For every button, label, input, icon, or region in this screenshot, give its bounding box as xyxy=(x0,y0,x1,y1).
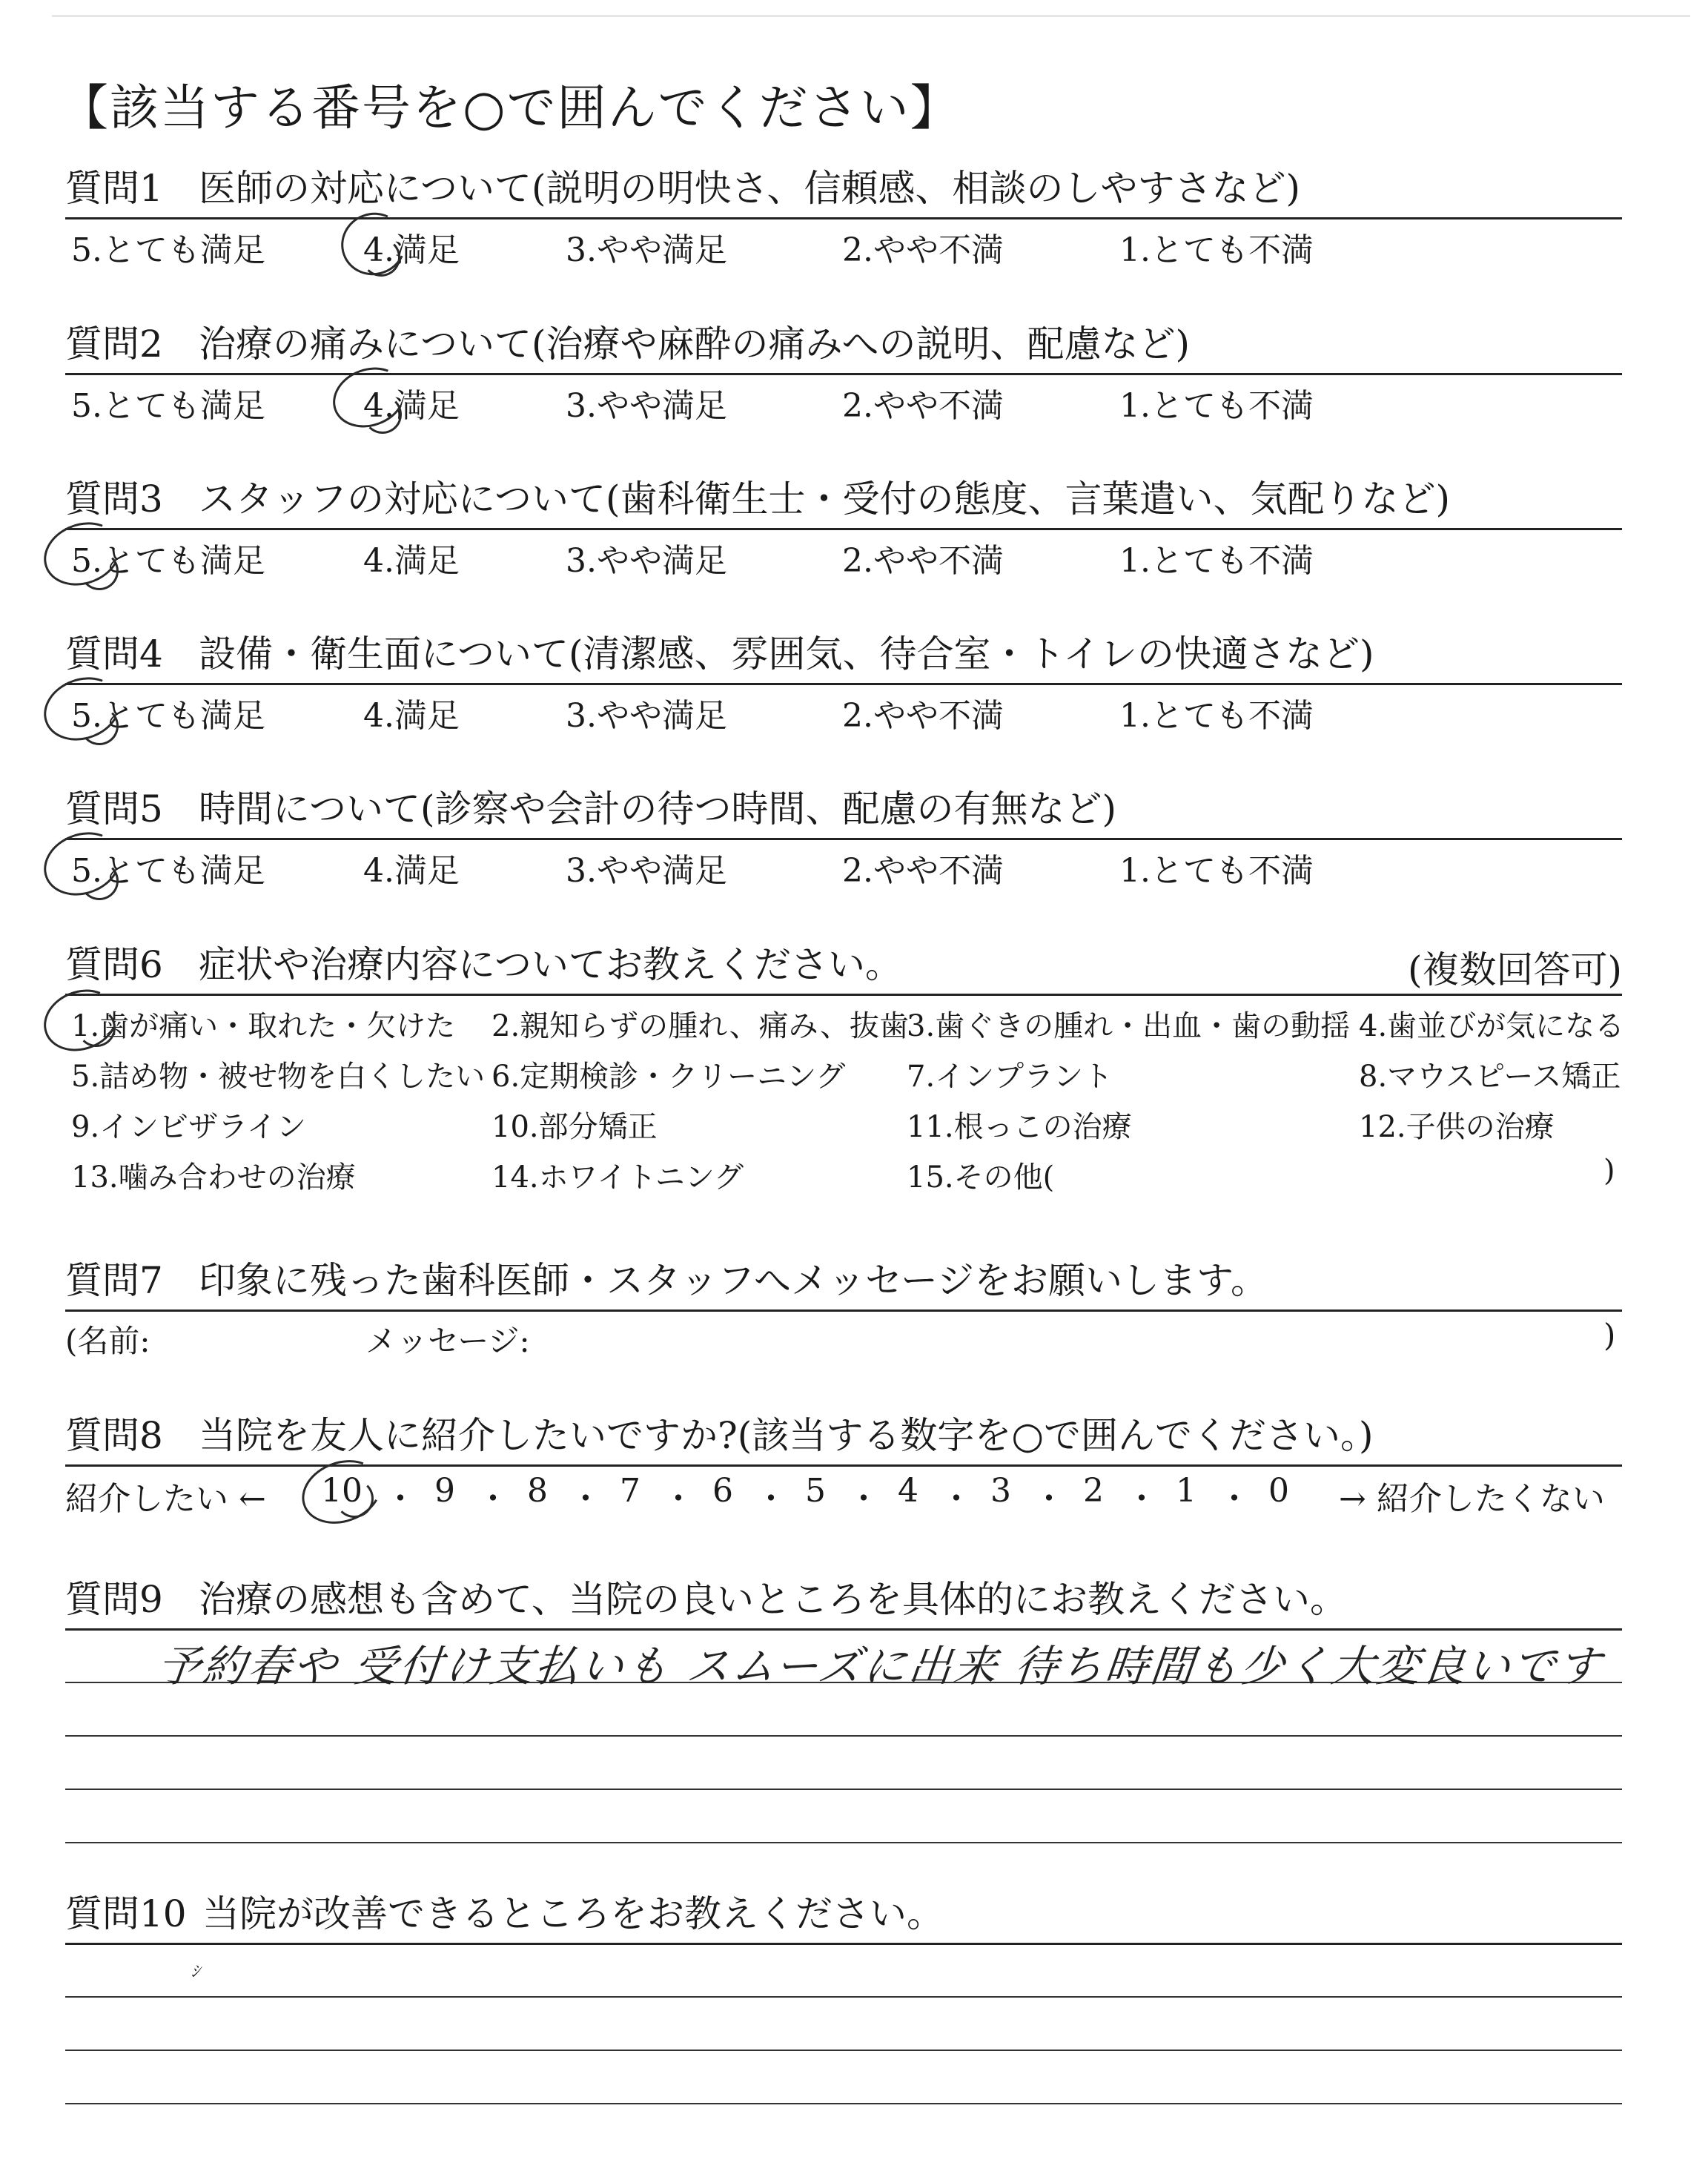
option-1[interactable]: 1.とても不満 xyxy=(1119,387,1314,425)
question-rule xyxy=(65,1309,1622,1312)
scale-value-2[interactable]: 2 xyxy=(1083,1472,1104,1510)
option-2[interactable]: 2.やや不満 xyxy=(842,697,1004,735)
selection-circle-tail xyxy=(80,707,119,745)
symptom-option-11[interactable]: 11.根っこの治療 xyxy=(907,1110,1132,1144)
scale-dot: ・ xyxy=(384,1480,417,1518)
scale-dot: ・ xyxy=(569,1480,602,1518)
symptom-option-9[interactable]: 9.インビザライン xyxy=(71,1110,306,1144)
symptom-option-10[interactable]: 10.部分矯正 xyxy=(491,1110,658,1144)
question-number: 質問6 xyxy=(65,943,163,986)
message-close-paren: ) xyxy=(1603,1317,1616,1353)
symptom-option-1[interactable]: 1.歯が痛い・取れた・欠けた xyxy=(71,1009,456,1043)
question-text: 医師の対応について(説明の明快さ、信頼感、相談のしやすさなど) xyxy=(199,167,1301,210)
option-2[interactable]: 2.やや不満 xyxy=(842,542,1004,580)
scale-left-label: 紹介したい ← xyxy=(65,1480,266,1518)
question-8 xyxy=(65,1407,1622,1518)
option-2[interactable]: 2.やや不満 xyxy=(842,387,1004,425)
option-5[interactable]: 5.とても満足 xyxy=(71,697,265,735)
scale-dot: ・ xyxy=(1033,1480,1065,1518)
form-header: 【該当する番号を○で囲んでください】 xyxy=(59,79,961,136)
option-3[interactable]: 3.やや満足 xyxy=(566,542,727,580)
question-text: 当院が改善できるところをお教えください。 xyxy=(202,1892,944,1935)
question-number: 質問1 xyxy=(65,167,163,210)
question-rule xyxy=(65,217,1622,219)
answer-line xyxy=(65,1943,1622,1945)
answer-line xyxy=(65,2103,1622,2104)
scale-value-10[interactable]: 10 xyxy=(321,1472,363,1510)
symptom-option-4[interactable]: 4.歯並びが気になる xyxy=(1359,1009,1625,1043)
question-5 xyxy=(65,780,1622,890)
question-text: 当院を友人に紹介したいですか?(該当する数字を○で囲んでください。) xyxy=(199,1414,1374,1457)
answer-line xyxy=(65,1628,1622,1631)
symptom-option-7[interactable]: 7.インプラント xyxy=(907,1060,1113,1094)
symptom-option-6[interactable]: 6.定期検診・クリーニング xyxy=(491,1060,846,1094)
scale-value-4[interactable]: 4 xyxy=(898,1472,918,1510)
question-7 xyxy=(65,1252,1622,1359)
scale-dot: ・ xyxy=(847,1480,880,1518)
selection-circle-tail xyxy=(335,1479,374,1518)
option-3[interactable]: 3.やや満足 xyxy=(566,697,727,735)
selection-circle-tail xyxy=(362,238,400,277)
option-3[interactable]: 3.やや満足 xyxy=(566,231,727,269)
multiple-answer-note: (複数回答可) xyxy=(1407,948,1622,991)
answer-line xyxy=(65,1735,1622,1737)
question-3 xyxy=(65,470,1622,580)
question-number: 質問8 xyxy=(65,1414,163,1457)
message-label: メッセージ: xyxy=(365,1323,530,1359)
option-5[interactable]: 5.とても満足 xyxy=(71,852,265,890)
question-number: 質問9 xyxy=(65,1578,163,1621)
option-4[interactable]: 4.満足 xyxy=(363,231,460,269)
symptom-option-3[interactable]: 3.歯ぐきの腫れ・出血・歯の動揺 xyxy=(907,1009,1351,1043)
symptom-option-2[interactable]: 2.親知らずの腫れ、痛み、抜歯 xyxy=(491,1009,909,1043)
scale-value-5[interactable]: 5 xyxy=(805,1472,826,1510)
question-text: 治療の痛みについて(治療や麻酔の痛みへの説明、配慮など) xyxy=(199,323,1191,366)
question-text: 時間について(診察や会計の待つ時間、配慮の有無など) xyxy=(199,787,1117,830)
handwritten-mark: ｼ xyxy=(190,1963,203,1981)
symptom-option-12[interactable]: 12.子供の治療 xyxy=(1359,1110,1555,1144)
selection-circle-tail xyxy=(77,1008,116,1047)
name-label: (名前: xyxy=(65,1323,150,1359)
question-6 xyxy=(65,936,1625,1195)
scale-dot: ・ xyxy=(1218,1480,1251,1518)
question-rule xyxy=(65,528,1622,530)
rating-options xyxy=(65,534,1622,586)
scale-value-3[interactable]: 3 xyxy=(990,1472,1011,1510)
question-rule xyxy=(65,1464,1622,1467)
option-5[interactable]: 5.とても満足 xyxy=(71,231,265,269)
question-text: スタッフの対応について(歯科衛生士・受付の態度、言葉遣い、気配りなど) xyxy=(199,478,1451,521)
option-4[interactable]: 4.満足 xyxy=(363,387,460,425)
scale-value-7[interactable]: 7 xyxy=(620,1472,640,1510)
question-number: 質問5 xyxy=(65,787,163,830)
answer-line xyxy=(65,1996,1622,1998)
question-text: 印象に残った歯科医師・スタッフへメッセージをお願いします。 xyxy=(199,1259,1268,1302)
rating-options xyxy=(65,379,1622,431)
symptom-option-15-close: ) xyxy=(1603,1154,1615,1188)
question-1 xyxy=(65,159,1622,269)
question-number: 質問4 xyxy=(65,633,163,676)
scale-dot: ・ xyxy=(940,1480,973,1518)
selection-circle-tail xyxy=(80,552,119,590)
option-5[interactable]: 5.とても満足 xyxy=(71,387,265,425)
question-text: 症状や治療内容についてお教えください。 xyxy=(199,943,902,986)
option-1[interactable]: 1.とても不満 xyxy=(1119,231,1314,269)
symptom-option-8[interactable]: 8.マウスピース矯正 xyxy=(1359,1060,1621,1094)
option-4[interactable]: 4.満足 xyxy=(363,852,460,890)
scale-value-1[interactable]: 1 xyxy=(1176,1472,1196,1510)
top-border xyxy=(52,15,1690,17)
option-1[interactable]: 1.とても不満 xyxy=(1119,852,1314,890)
scale-value-9[interactable]: 9 xyxy=(434,1472,455,1510)
scale-value-0[interactable]: 0 xyxy=(1268,1472,1289,1510)
symptom-option-5[interactable]: 5.詰め物・被せ物を白くしたい xyxy=(71,1060,486,1094)
symptom-option-13[interactable]: 13.噛み合わせの治療 xyxy=(71,1160,356,1195)
option-5[interactable]: 5.とても満足 xyxy=(71,542,265,580)
question-rule xyxy=(65,683,1622,685)
selection-circle-tail xyxy=(80,862,119,900)
option-2[interactable]: 2.やや不満 xyxy=(842,852,1004,890)
question-2 xyxy=(65,315,1622,425)
rating-options xyxy=(65,844,1622,896)
selection-circle-tail xyxy=(363,395,402,434)
option-3[interactable]: 3.やや満足 xyxy=(566,387,727,425)
symptom-option-15[interactable]: 15.その他( xyxy=(907,1160,1055,1195)
handwritten-answer: 予約春や 受付け支払いも スムーズに出来 待ち時間も少く大変良いです xyxy=(154,1641,1606,1691)
question-10 xyxy=(65,1885,1622,1981)
option-1[interactable]: 1.とても不満 xyxy=(1119,542,1314,580)
scale-dot: ・ xyxy=(1125,1480,1158,1518)
question-rule xyxy=(65,994,1622,996)
scale-dot: ・ xyxy=(662,1480,695,1518)
option-1[interactable]: 1.とても不満 xyxy=(1119,697,1314,735)
option-2[interactable]: 2.やや不満 xyxy=(842,231,1004,269)
scale-dot: ・ xyxy=(755,1480,787,1518)
question-text: 設備・衛生面について(清潔感、雰囲気、待合室・トイレの快適さなど) xyxy=(199,633,1374,676)
question-9 xyxy=(65,1571,1622,1691)
answer-line xyxy=(65,1842,1622,1843)
scale-right-label: → 紹介したくない xyxy=(1339,1480,1605,1518)
question-number: 質問7 xyxy=(65,1259,163,1302)
question-rule xyxy=(65,373,1622,375)
scale-value-6[interactable]: 6 xyxy=(712,1472,733,1510)
question-text: 治療の感想も含めて、当院の良いところを具体的にお教えください。 xyxy=(199,1578,1347,1621)
symptom-option-14[interactable]: 14.ホワイトニング xyxy=(491,1160,744,1195)
question-number: 質問3 xyxy=(65,478,163,521)
question-number: 質問10 xyxy=(65,1892,187,1935)
question-number: 質問2 xyxy=(65,323,163,366)
answer-line xyxy=(65,2050,1622,2051)
scale-dot: ・ xyxy=(477,1480,509,1518)
answer-line xyxy=(65,1789,1622,1790)
question-4 xyxy=(65,625,1622,735)
option-4[interactable]: 4.満足 xyxy=(363,542,460,580)
question-rule xyxy=(65,838,1622,840)
recommend-scale xyxy=(65,1472,1622,1516)
rating-options xyxy=(65,689,1622,741)
rating-options xyxy=(65,223,1622,275)
option-4[interactable]: 4.満足 xyxy=(363,697,460,735)
scale-value-8[interactable]: 8 xyxy=(527,1472,548,1510)
option-3[interactable]: 3.やや満足 xyxy=(566,852,727,890)
